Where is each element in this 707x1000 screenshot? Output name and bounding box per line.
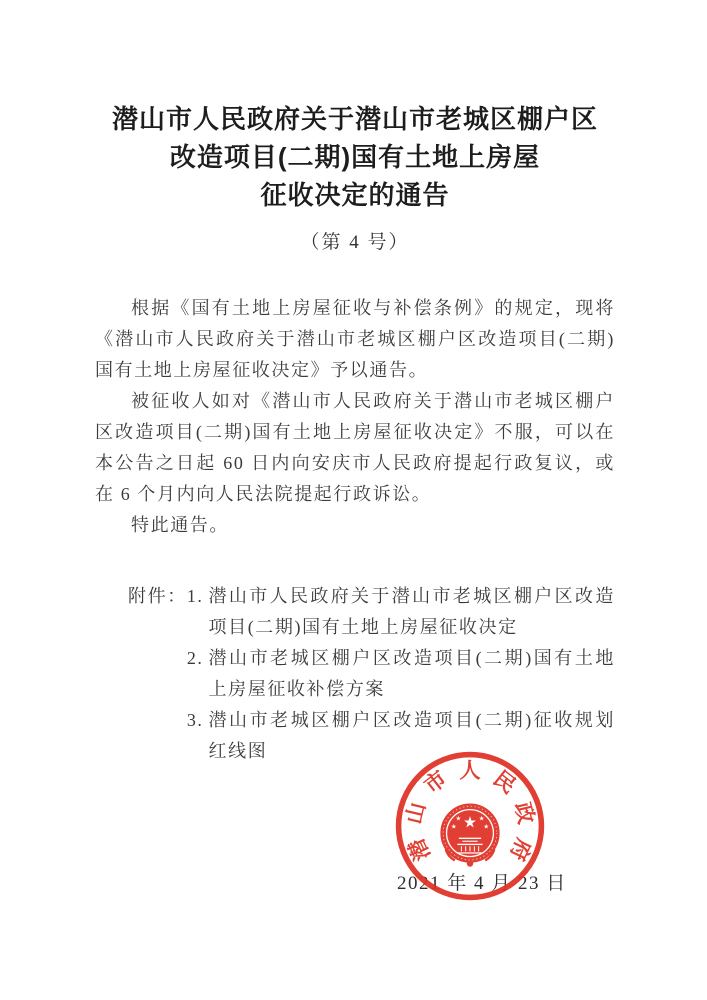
seal-char: 政 bbox=[510, 800, 539, 827]
attachment-item bbox=[187, 643, 615, 705]
paragraph: 被征收人如对《潜山市人民政府关于潜山市老城区棚户区改造项目(二期)国有土地上房屋征收决定》不服，可以在本公告之日起 60 日内向安庆市人民政府提起行政复议，或在 6 个月内向人民法院提起行政诉讼。 bbox=[95, 391, 615, 504]
document-content bbox=[95, 0, 615, 767]
issue-date: 2021 年 4 月 23 日 bbox=[397, 873, 567, 894]
seal-char: 市 bbox=[419, 766, 452, 799]
seal-char: 民 bbox=[488, 766, 521, 799]
document-title bbox=[95, 100, 615, 214]
attachment-number: 1. bbox=[186, 586, 204, 606]
doc-number: （第 4 号） bbox=[300, 232, 410, 253]
attachment-text: 潜山市人民政府关于潜山市老城区棚户区改造项目(二期)国有土地上房屋征收决定 bbox=[208, 586, 615, 637]
official-seal-icon bbox=[394, 750, 546, 902]
attachments-list bbox=[187, 581, 615, 767]
attachment-number: 2. bbox=[186, 648, 204, 668]
title-line: 潜山市人民政府关于潜山市老城区棚户区 bbox=[111, 104, 598, 134]
attachment-number: 3. bbox=[186, 710, 204, 730]
attachment-text: 潜山市老城区棚户区改造项目(二期)国有土地上房屋征收补偿方案 bbox=[208, 648, 615, 699]
attachment-item bbox=[187, 581, 615, 643]
attachments-label: 附件： bbox=[128, 586, 187, 606]
seal-char: 山 bbox=[401, 800, 430, 827]
seal-char: 潜 bbox=[404, 834, 435, 865]
seal-char: 府 bbox=[505, 834, 536, 865]
attachments-section bbox=[128, 581, 615, 767]
paragraph: 特此通告。 bbox=[131, 515, 229, 535]
title-line: 征收决定的通告 bbox=[260, 180, 450, 210]
title-line: 改造项目(二期)国有土地上房屋 bbox=[169, 142, 541, 172]
document-body bbox=[95, 293, 615, 541]
national-emblem-icon bbox=[443, 806, 497, 866]
paragraph: 根据《国有土地上房屋征收与补偿条例》的规定，现将《潜山市人民政府关于潜山市老城区棚户区改造项目(二期)国有土地上房屋征收决定》予以通告。 bbox=[95, 298, 615, 380]
seal-char: 人 bbox=[459, 758, 481, 783]
attachment-text: 潜山市老城区棚户区改造项目(二期)征收规划红线图 bbox=[208, 710, 615, 761]
